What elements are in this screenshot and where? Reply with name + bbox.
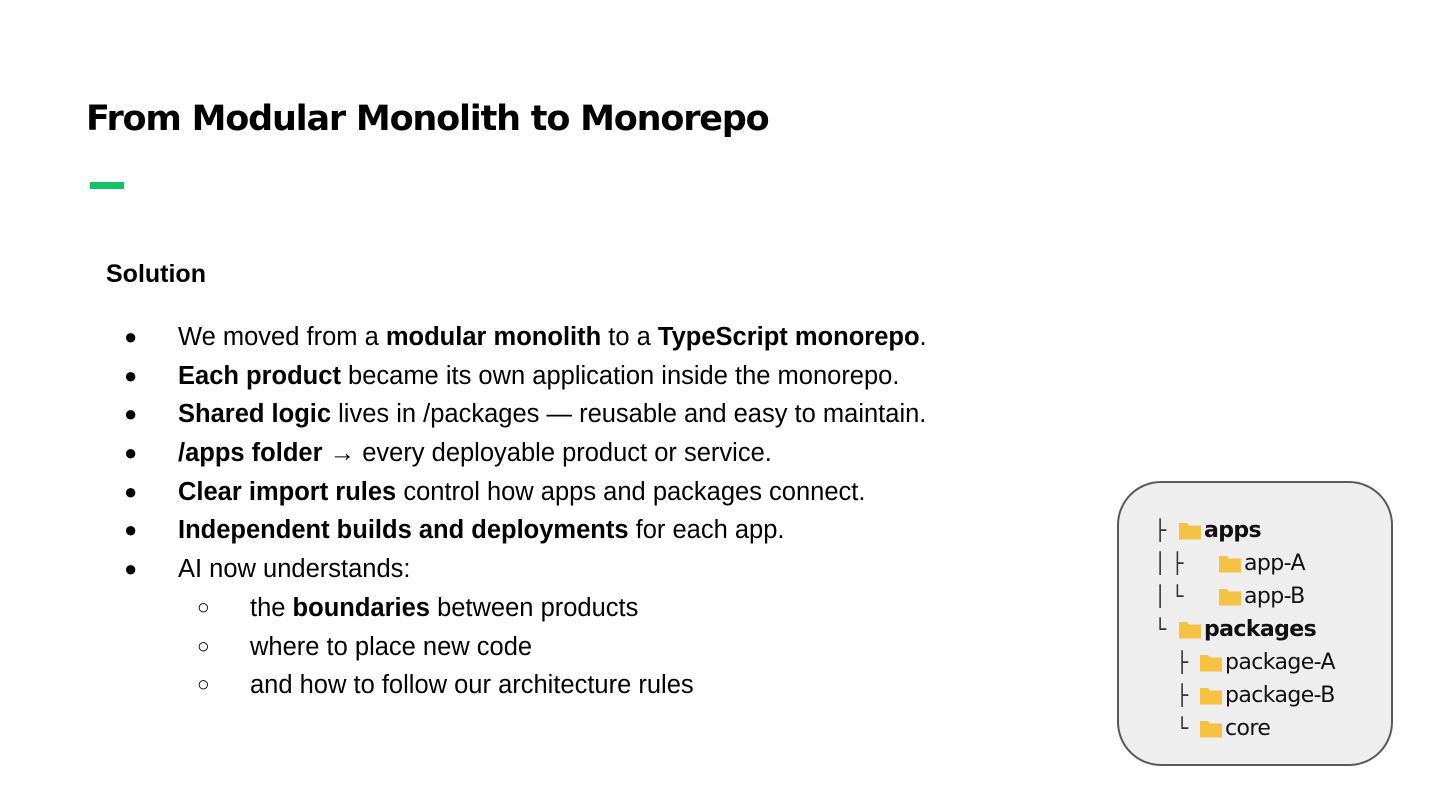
bullet-text — [250, 666, 694, 705]
text-run: control how apps and packages connect. — [396, 477, 866, 506]
text-run: We moved from a — [178, 323, 386, 351]
bold-text: Shared logic — [178, 400, 332, 429]
text-run: became its own application inside the monorepo. — [340, 361, 900, 390]
folder-label: apps — [1204, 518, 1262, 543]
title-accent-bar — [90, 182, 124, 189]
bold-text: TypeScript monorepo — [657, 323, 920, 351]
hollow-bullet-icon: ○ — [197, 595, 210, 619]
folder-icon — [1178, 518, 1202, 542]
folder-icon — [1199, 716, 1223, 740]
bullet-icon: ● — [124, 517, 138, 543]
bullet-icon: ● — [124, 556, 138, 582]
folder-icon — [1218, 584, 1242, 608]
folder-label: package-B — [1225, 683, 1335, 708]
bullet-icon: ● — [124, 324, 138, 349]
tree-guide: ├ — [1176, 650, 1188, 674]
tree-guide: │ ├ — [1154, 551, 1183, 575]
bullet-text — [178, 434, 772, 473]
tree-guide: ├ — [1154, 518, 1166, 542]
bullet-icon: ● — [124, 440, 138, 466]
folder-label: core — [1225, 716, 1271, 741]
tree-guide: └ — [1176, 716, 1188, 740]
text-run: for each app. — [628, 516, 785, 545]
tree-guide: └ — [1154, 617, 1166, 641]
bold-text: boundaries — [292, 593, 430, 622]
bold-text: Independent builds and deployments — [178, 516, 629, 545]
text-run: lives in /packages — reusable and easy to maintain. — [331, 400, 927, 429]
folder-icon — [1199, 650, 1223, 674]
folder-icon — [1178, 617, 1202, 641]
text-run: → every deployable product or service. — [322, 439, 772, 468]
text-run: . — [919, 323, 927, 351]
bullet-text — [178, 395, 926, 434]
bullet-text — [178, 318, 927, 357]
tree-guide: ├ — [1176, 683, 1188, 707]
folder-label: package-A — [1225, 650, 1335, 675]
folder-icon — [1199, 683, 1223, 707]
bold-text: Each product — [178, 361, 341, 390]
hollow-bullet-icon: ○ — [197, 673, 210, 697]
folder-label: app-B — [1244, 584, 1305, 609]
text-run: to a — [601, 323, 658, 351]
text-run: where to place new code — [250, 632, 533, 661]
folder-icon — [1218, 551, 1242, 575]
bullet-icon: ● — [124, 362, 138, 388]
bullet-icon: ● — [124, 401, 138, 427]
bullet-text — [178, 550, 410, 589]
bullet-text — [178, 473, 865, 512]
hollow-bullet-icon: ○ — [197, 634, 210, 658]
text-run: AI now understands: — [178, 555, 411, 584]
bullet-text — [178, 511, 785, 550]
folder-tree-panel — [1117, 481, 1393, 766]
bold-text: modular monolith — [385, 323, 602, 351]
slide-title: From Modular Monolith to Monorepo — [86, 99, 769, 139]
bullet-text — [178, 357, 899, 396]
folder-label: packages — [1204, 617, 1317, 642]
tree-guide: │ └ — [1154, 584, 1183, 608]
folder-label: app-A — [1244, 551, 1305, 576]
text-run: between products — [429, 593, 639, 622]
bullet-text — [250, 628, 532, 667]
section-heading: Solution — [106, 260, 206, 288]
bold-text: Clear import rules — [178, 477, 397, 506]
bullet-text — [250, 589, 638, 628]
text-run: the — [250, 593, 293, 622]
bold-text: /apps folder — [178, 439, 323, 468]
bullet-icon: ● — [124, 478, 138, 504]
text-run: and how to follow our architecture rules — [250, 671, 694, 700]
